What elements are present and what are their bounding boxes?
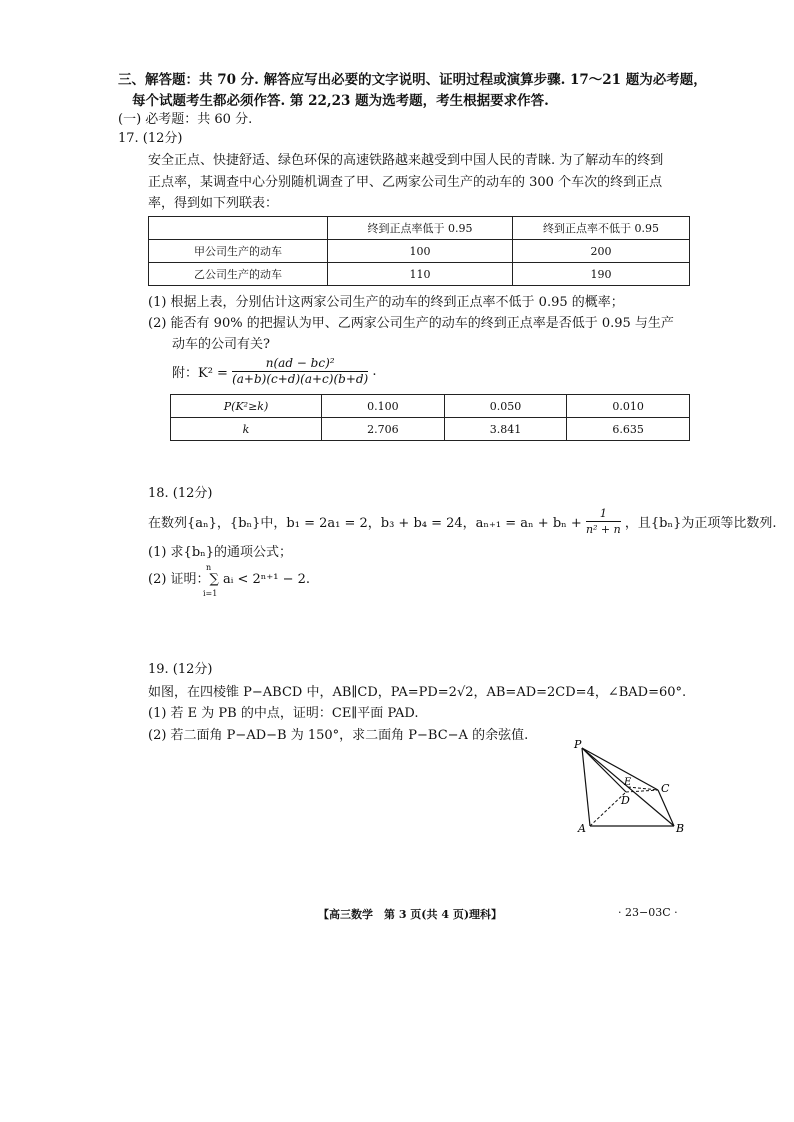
q18-frac-den: n² + n (585, 523, 621, 536)
q19-part2: (2) 若二面角 P−AD−B 为 150°，求二面角 P−BC−A 的余弦值. (148, 728, 529, 743)
edge-DC-hidden (626, 790, 658, 792)
table-cell: 100 (328, 240, 513, 263)
label-B: B (676, 822, 685, 835)
table-cell: 甲公司生产的动车 (149, 240, 328, 263)
table-header-cell: 终到正点率低于 0.95 (328, 217, 513, 240)
table-cell: k (171, 418, 322, 441)
q18-part1: (1) 求{bₙ}的通项公式； (148, 545, 293, 560)
q17-part2-line1: (2) 能否有 90% 的把握认为甲、乙两家公司生产的动车的终到正点率是否低于 0.95 与生产 (148, 316, 674, 331)
table-cell: 3.841 (444, 418, 567, 441)
table-cell: P(K²≥k) (171, 395, 322, 418)
q19-part1: (1) 若 E 为 PB 的中点，证明：CE∥平面 PAD. (148, 706, 419, 721)
label-A: A (578, 822, 586, 835)
table-cell: 200 (513, 240, 690, 263)
label-C: C (661, 782, 670, 795)
pyramid-figure (566, 734, 696, 844)
q18-stem (148, 506, 777, 537)
table-cell: 0.100 (322, 395, 445, 418)
edge-PD (582, 748, 626, 792)
page-footer: 【高三数学 第 3 页(共 4 页)理科】 (318, 908, 503, 921)
k-critical-table (170, 394, 690, 441)
table-cell: 110 (328, 263, 513, 286)
q17-para-line1: 安全正点、快捷舒适、绿色环保的高速铁路越来越受到中国人民的青睐. 为了解动车的终到 (148, 153, 664, 168)
q17-para-line3: 率，得到如下列联表： (148, 196, 279, 211)
q18-sum-bottom: i=1 (203, 589, 218, 598)
formula-numerator: n(ad − bc)² (232, 356, 368, 372)
formula-denominator: (a+b)(c+d)(a+c)(b+d) (232, 372, 369, 386)
q18-stem-a: 在数列{aₙ}，{bₙ}中，b₁ = 2a₁ = 2，b₃ + b₄ = 24，aₙ₊₁ = aₙ + bₙ + (148, 516, 582, 531)
table-cell: 6.635 (567, 418, 690, 441)
label-E: E (624, 777, 632, 788)
table-cell: 190 (513, 263, 690, 286)
q19-number: 19. (12分) (148, 662, 213, 677)
q17-para-line2: 正点率，某调查中心分别随机调查了甲、乙两家公司生产的动车的 300 个车次的终到正点 (148, 175, 663, 190)
q18-sum-top: n (206, 563, 212, 572)
table-row (149, 240, 690, 263)
table-header-cell: 终到正点率不低于 0.95 (513, 217, 690, 240)
formula-prefix: 附：K² = (172, 366, 228, 381)
table-cell: 0.010 (567, 395, 690, 418)
table-row (149, 217, 690, 240)
edge-PA (582, 748, 590, 826)
table-row (149, 263, 690, 286)
formula-fraction (232, 356, 368, 387)
q17-part2-line2: 动车的公司有关? (172, 337, 270, 352)
q18-part2: (2) 证明：∑ aᵢ < 2ⁿ⁺¹ − 2. (148, 572, 311, 587)
q18-number: 18. (12分) (148, 486, 213, 501)
label-P: P (574, 738, 582, 751)
table-cell: 2.706 (322, 418, 445, 441)
section-heading-line1: 三、解答题：共 70 分. 解答应写出必要的文字说明、证明过程或演算步骤. 17～21 题为必考题， (118, 72, 707, 88)
table-cell: 乙公司生产的动车 (149, 263, 328, 286)
q17-part1: (1) 根据上表，分别估计这两家公司生产的动车的终到正点率不低于 0.95 的概率； (148, 295, 624, 310)
table-row (171, 395, 690, 418)
q18-fraction (586, 506, 621, 537)
exam-code: · 23−03C · (618, 906, 678, 919)
edge-BC (658, 790, 674, 826)
section-subheading: (一) 必考题：共 60 分. (118, 112, 253, 127)
edge-PC (582, 748, 658, 790)
label-D: D (621, 794, 630, 807)
formula-suffix: . (372, 364, 377, 379)
contingency-table (148, 216, 690, 286)
table-cell: 0.050 (444, 395, 567, 418)
table-header-cell (149, 217, 328, 240)
table-row (171, 418, 690, 441)
q18-stem-b: ，且{bₙ}为正项等比数列. (624, 516, 777, 531)
q17-number: 17. (12分) (118, 131, 183, 146)
q19-stem: 如图，在四棱锥 P−ABCD 中，AB∥CD，PA=PD=2√2，AB=AD=2CD=4，∠BAD=60°. (148, 685, 687, 700)
section-heading-line2: 每个试题考生都必须作答. 第 22,23 题为选考题，考生根据要求作答. (132, 93, 549, 109)
chi-square-formula (172, 356, 377, 387)
q18-frac-num: 1 (586, 506, 621, 522)
